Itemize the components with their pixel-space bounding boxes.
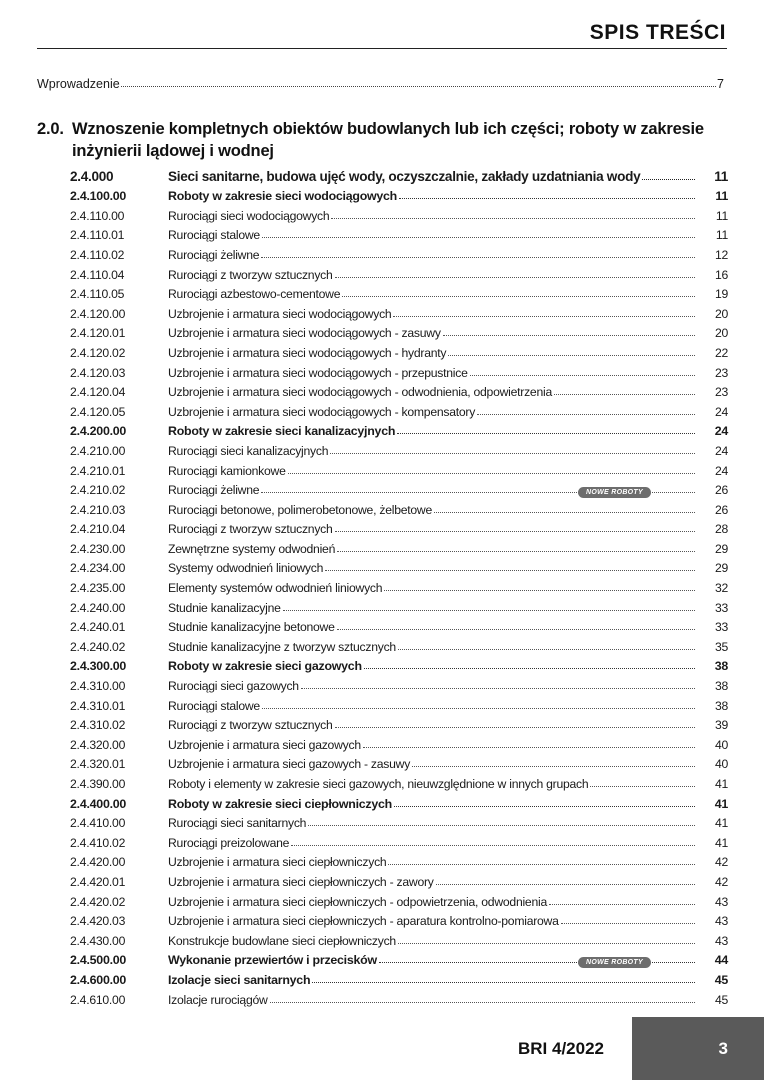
toc-entry-title-wrap — [168, 464, 698, 478]
toc-entry[interactable] — [70, 556, 728, 576]
toc-entry-title: Uzbrojenie i armatura sieci wodociągowych - odwodnienia, odpowietrzenia — [168, 385, 552, 400]
toc-entry-title: Rurociągi azbestowo-cementowe — [168, 287, 341, 302]
toc-entry-title-wrap — [168, 816, 698, 830]
toc-entry[interactable] — [70, 262, 728, 282]
toc-entry-title: Sieci sanitarne, budowa ujęć wody, oczyszczalnie, zakłady uzdatniania wody — [168, 168, 641, 184]
toc-entry-title: Uzbrojenie i armatura sieci gazowych - zasuwy — [168, 757, 411, 772]
leader-dots — [121, 86, 716, 87]
toc-entry-code: 2.4.210.01 — [70, 463, 126, 478]
toc-entry-title-wrap — [168, 405, 698, 419]
leader-dots — [384, 590, 695, 591]
toc-entry-title-wrap — [168, 777, 698, 791]
toc-entry-page: 39 — [714, 718, 728, 733]
leader-dots — [312, 982, 695, 983]
toc-entry[interactable] — [70, 497, 728, 517]
toc-entry-title-wrap — [168, 875, 698, 889]
toc-entry-page: 43 — [714, 914, 728, 929]
toc-entry-title-wrap — [168, 561, 698, 575]
toc-entry[interactable] — [70, 713, 728, 733]
toc-entry-title-wrap — [168, 169, 698, 184]
toc-entry-page: 22 — [714, 345, 728, 360]
leader-dots — [448, 355, 695, 356]
toc-entry-title: Rurociągi sieci sanitarnych — [168, 816, 307, 831]
toc-entry-title: Studnie kanalizacyjne betonowe — [168, 620, 335, 635]
toc-entry-title-wrap — [168, 346, 698, 360]
toc-entry-title-wrap — [168, 248, 698, 262]
toc-entry[interactable] — [70, 438, 728, 458]
section-title: Wznoszenie kompletnych obiektów budowlanych lub ich części; roboty w zakresie inżynierii lądowej i wodnej — [72, 120, 704, 160]
toc-entry-code: 2.4.200.00 — [70, 424, 127, 439]
new-works-badge: NOWE ROBOTY — [578, 957, 651, 968]
leader-dots — [590, 786, 695, 787]
toc-entry-page: 11 — [715, 189, 728, 204]
toc-entry[interactable] — [70, 282, 728, 302]
toc-entry-code: 2.4.110.00 — [70, 208, 125, 223]
toc-entry-page: 41 — [714, 796, 728, 811]
toc-entry[interactable] — [70, 732, 728, 752]
leader-dots — [262, 237, 695, 238]
toc-entry-title: Wykonanie przewiertów i przecisków — [168, 953, 377, 968]
toc-entry-page: 33 — [714, 600, 728, 615]
toc-entry-code: 2.4.320.00 — [70, 737, 126, 752]
toc-entry-page: 11 — [714, 168, 728, 184]
toc-entry[interactable] — [70, 634, 728, 654]
toc-entry-page: 41 — [714, 777, 728, 791]
toc-entry[interactable] — [70, 869, 728, 889]
toc-entry-title-wrap — [168, 855, 698, 869]
toc-entry-code: 2.4.120.02 — [70, 345, 126, 360]
toc-entry-title-wrap — [168, 287, 698, 301]
toc-entry-title-wrap — [168, 914, 698, 928]
leader-dots — [554, 394, 695, 395]
toc-entry-title-wrap — [168, 424, 698, 438]
toc-entry-page: 43 — [714, 894, 728, 909]
toc-entry-code: 2.4.240.02 — [70, 639, 126, 654]
toc-intro-label: Wprowadzenie — [37, 77, 120, 91]
toc-entry-title: Uzbrojenie i armatura sieci wodociągowych — [168, 306, 392, 321]
toc-entry-page: 42 — [714, 874, 728, 889]
page-title: SPIS TREŚCI — [589, 21, 726, 44]
toc-entry-title: Elementy systemów odwodnień liniowych — [168, 581, 383, 596]
toc-entry-title: Systemy odwodnień liniowych — [168, 561, 324, 576]
toc-entry-title: Studnie kanalizacyjne — [168, 600, 281, 615]
toc-entry-code: 2.4.120.00 — [70, 306, 126, 321]
toc-entry-page: 24 — [714, 463, 728, 478]
toc-entry-title: Rurociągi betonowe, polimerobetonowe, żelbetowe — [168, 502, 432, 517]
toc-entry[interactable] — [70, 673, 728, 693]
toc-entry-page: 26 — [714, 502, 728, 517]
leader-dots — [335, 277, 695, 278]
toc-entry-page: 38 — [714, 679, 728, 694]
leader-dots — [436, 884, 695, 885]
toc-entry[interactable] — [70, 301, 728, 321]
toc-entry-code: 2.4.420.03 — [70, 914, 126, 929]
toc-entry-code: 2.4.500.00 — [70, 953, 127, 968]
toc-entry-code: 2.4.400.00 — [70, 796, 127, 811]
toc-entry-title-wrap — [168, 307, 698, 321]
toc-entry-title: Uzbrojenie i armatura sieci gazowych — [168, 737, 361, 752]
toc-entry-page: 26 — [714, 483, 728, 498]
toc-entry-code: 2.4.240.00 — [70, 600, 126, 615]
leader-dots — [283, 610, 695, 611]
toc-entry-title: Zewnętrzne systemy odwodnień — [168, 541, 336, 556]
new-works-badge: NOWE ROBOTY — [578, 487, 651, 498]
toc-entry[interactable] — [70, 771, 728, 791]
toc-entry-code: 2.4.390.00 — [70, 777, 126, 791]
toc-entry[interactable] — [70, 380, 728, 400]
toc-entry-title-wrap — [168, 444, 698, 458]
toc-entry-title-wrap — [168, 836, 698, 850]
toc-entry-title: Uzbrojenie i armatura sieci wodociągowych - zasuwy — [168, 326, 441, 341]
toc-entry-code: 2.4.300.00 — [70, 659, 127, 674]
toc-entry-page: 41 — [714, 835, 728, 850]
toc-entry-code: 2.4.110.04 — [70, 267, 125, 282]
toc-entry-page: 11 — [715, 228, 728, 243]
toc-entry-title-wrap — [168, 326, 698, 340]
toc-entry-title-wrap — [168, 953, 698, 967]
toc-entry-code: 2.4.230.00 — [70, 541, 126, 556]
toc-entry-title: Rurociągi z tworzyw sztucznych — [168, 522, 333, 537]
toc-entry[interactable] — [70, 595, 728, 615]
toc-entry-title: Rurociągi żeliwne — [168, 247, 260, 262]
toc-entry[interactable] — [70, 419, 728, 439]
publication-label: BRI 4/2022 — [518, 1039, 604, 1058]
leader-dots — [363, 747, 695, 748]
toc-entry[interactable] — [70, 164, 728, 184]
toc-entry[interactable] — [70, 340, 728, 360]
toc-entry[interactable] — [70, 791, 728, 811]
toc-entry-title-wrap — [168, 189, 698, 203]
toc-entry-title: Izolacje rurociągów — [168, 992, 268, 1007]
toc-entry-code: 2.4.420.00 — [70, 855, 126, 870]
toc-entry-title-wrap — [168, 366, 698, 380]
toc-entry-title: Rurociągi stalowe — [168, 228, 260, 243]
toc-entry-title: Rurociągi sieci kanalizacyjnych — [168, 443, 329, 458]
toc-entry-title-wrap — [168, 757, 698, 771]
leader-dots — [397, 433, 695, 434]
toc-entry-title: Studnie kanalizacyjne z tworzyw sztucznych — [168, 639, 396, 654]
toc-entry-code: 2.4.210.03 — [70, 502, 126, 517]
toc-entry-title: Rurociągi preizolowane — [168, 835, 290, 850]
toc-entry-code: 2.4.310.00 — [70, 679, 126, 694]
toc-entry[interactable] — [70, 203, 728, 223]
toc-entry[interactable] — [70, 889, 728, 909]
toc-entry-page: 23 — [714, 385, 728, 400]
toc-entry-code: 2.4.320.01 — [70, 757, 126, 772]
toc-entry-page: 28 — [714, 522, 728, 537]
toc-entry-page: 29 — [714, 541, 728, 556]
toc-entry-code: 2.4.120.05 — [70, 404, 126, 419]
toc-entry[interactable] — [70, 752, 728, 772]
toc-entry-page: 20 — [714, 326, 728, 341]
toc-entry-title-wrap — [168, 581, 698, 595]
toc-entry[interactable] — [70, 517, 728, 537]
toc-entry-page: 45 — [714, 972, 728, 987]
toc-entry-title-wrap — [168, 601, 698, 615]
leader-dots — [288, 473, 695, 474]
toc-entry-code: 2.4.410.00 — [70, 816, 126, 831]
toc-entry-title: Rurociągi sieci gazowych — [168, 679, 299, 694]
section-number: 2.0. — [37, 120, 64, 138]
toc-entry-title-wrap — [168, 797, 698, 811]
toc-entry-page: 45 — [714, 992, 728, 1007]
header-divider — [37, 48, 727, 49]
toc-entry-title: Rurociągi stalowe — [168, 698, 260, 713]
toc-entry-page: 24 — [714, 424, 728, 439]
leader-dots — [270, 1002, 695, 1003]
toc-entry[interactable] — [70, 458, 728, 478]
toc-entry-title: Uzbrojenie i armatura sieci ciepłowniczych - odpowietrzenia, odwodnienia — [168, 894, 547, 909]
toc-entry[interactable] — [70, 184, 728, 204]
toc-entry-page: 40 — [714, 757, 728, 772]
leader-dots — [388, 864, 695, 865]
toc-entry[interactable] — [70, 242, 728, 262]
toc-entry-page: 44 — [714, 953, 728, 968]
toc-entry-code: 2.4.610.00 — [70, 992, 126, 1007]
toc-entry-code: 2.4.210.02 — [70, 483, 126, 498]
toc-entry-title: Rurociągi sieci wodociągowych — [168, 208, 330, 223]
toc-entry-title: Izolacje sieci sanitarnych — [168, 972, 311, 987]
footer-page-box — [632, 1017, 764, 1080]
toc-entry[interactable] — [70, 321, 728, 341]
toc-entry-title: Roboty i elementy w zakresie sieci gazowych, nieuwzględnione w innych grupach — [168, 777, 589, 791]
leader-dots — [398, 649, 695, 650]
leader-dots — [393, 316, 695, 317]
toc-entry[interactable] — [70, 948, 728, 968]
toc-entry-page: 43 — [714, 933, 728, 948]
leader-dots — [335, 531, 695, 532]
toc-entry-page: 29 — [714, 561, 728, 576]
toc-entry[interactable] — [70, 478, 728, 498]
toc-entry[interactable] — [70, 360, 728, 380]
toc-entry-title-wrap — [168, 228, 698, 242]
toc-entry-code: 2.4.100.00 — [70, 189, 127, 204]
toc-entry-page: 24 — [714, 443, 728, 458]
toc-entry[interactable] — [70, 967, 728, 987]
toc-entry-page: 16 — [714, 267, 728, 282]
toc-entry-code: 2.4.120.03 — [70, 365, 126, 380]
toc-entry-code: 2.4.310.01 — [70, 698, 126, 713]
toc-entry-code: 2.4.234.00 — [70, 561, 126, 576]
leader-dots — [308, 825, 695, 826]
toc-entry-code: 2.4.110.05 — [70, 287, 125, 302]
leader-dots — [364, 668, 695, 669]
toc-intro-page: 7 — [717, 77, 724, 91]
leader-dots — [434, 512, 695, 513]
toc-entry-title-wrap — [168, 934, 698, 948]
toc-entry-title-wrap — [168, 542, 698, 556]
toc-entry-code: 2.4.240.01 — [70, 620, 126, 635]
leader-dots — [337, 551, 695, 552]
toc-entry-page: 20 — [714, 306, 728, 321]
toc-entry-title: Uzbrojenie i armatura sieci wodociągowych - przepustnice — [168, 365, 468, 380]
leader-dots — [342, 296, 695, 297]
toc-entry-title-wrap — [168, 993, 698, 1007]
toc-entry-title-wrap — [168, 973, 698, 987]
toc-entry[interactable] — [70, 850, 728, 870]
leader-dots — [443, 335, 695, 336]
toc-entry-code: 2.4.000 — [70, 168, 114, 184]
toc-entry-title-wrap — [168, 895, 698, 909]
toc-entry-title: Uzbrojenie i armatura sieci ciepłowniczych - aparatura kontrolno-pomiarowa — [168, 914, 559, 929]
leader-dots — [477, 414, 695, 415]
toc-entry[interactable] — [70, 830, 728, 850]
toc-entry[interactable] — [70, 928, 728, 948]
toc-intro-entry[interactable] — [37, 73, 724, 91]
toc-entry[interactable] — [70, 693, 728, 713]
leader-dots — [330, 453, 695, 454]
toc-entry[interactable] — [70, 615, 728, 635]
toc-entry-page: 35 — [714, 639, 728, 654]
leader-dots — [335, 727, 695, 728]
toc-entry[interactable] — [70, 575, 728, 595]
leader-dots — [291, 845, 695, 846]
toc-entry-code: 2.4.110.02 — [70, 247, 125, 262]
toc-entry-page: 33 — [714, 620, 728, 635]
toc-entry-title-wrap — [168, 503, 698, 517]
toc-entry[interactable] — [70, 223, 728, 243]
leader-dots — [337, 629, 695, 630]
toc-entry[interactable] — [70, 811, 728, 831]
leader-dots — [301, 688, 695, 689]
toc-entry[interactable] — [70, 909, 728, 929]
toc-entry-page: 38 — [714, 659, 728, 674]
toc-entry-page: 32 — [714, 581, 728, 596]
toc-entry-title: Uzbrojenie i armatura sieci wodociągowych - kompensatory — [168, 404, 476, 419]
leader-dots — [325, 570, 695, 571]
toc-entry[interactable] — [70, 987, 728, 1007]
toc-entry-title: Roboty w zakresie sieci kanalizacyjnych — [168, 424, 396, 439]
leader-dots — [261, 257, 695, 258]
toc-entry-code: 2.4.120.01 — [70, 326, 126, 341]
toc-entry-title: Uzbrojenie i armatura sieci ciepłowniczych — [168, 855, 387, 870]
toc-entry-title: Rurociągi żeliwne — [168, 483, 260, 498]
toc-entry-code: 2.4.110.01 — [70, 228, 125, 243]
toc-entry-title: Roboty w zakresie sieci wodociągowych — [168, 189, 397, 204]
toc-entry-page: 38 — [714, 698, 728, 713]
toc-entry-title: Konstrukcje budowlane sieci ciepłowniczych — [168, 933, 396, 948]
toc-entry-page: 42 — [714, 855, 728, 870]
toc-entry-code: 2.4.310.02 — [70, 718, 126, 733]
toc-entry-title-wrap — [168, 209, 698, 223]
toc-entry-page: 23 — [714, 365, 728, 380]
toc-entry-title: Rurociągi z tworzyw sztucznych — [168, 267, 333, 282]
toc-entry-page: 12 — [714, 247, 728, 262]
toc-list — [70, 164, 728, 1007]
toc-entry-title-wrap — [168, 483, 698, 497]
toc-entry-title: Roboty w zakresie sieci gazowych — [168, 659, 362, 674]
toc-entry-title-wrap — [168, 738, 698, 752]
toc-entry-title: Roboty w zakresie sieci ciepłowniczych — [168, 796, 392, 811]
page-number: 3 — [718, 1039, 728, 1058]
toc-entry-title-wrap — [168, 640, 698, 654]
toc-entry-code: 2.4.430.00 — [70, 933, 126, 948]
toc-entry-title: Uzbrojenie i armatura sieci wodociągowych - hydranty — [168, 345, 447, 360]
toc-entry[interactable] — [70, 399, 728, 419]
toc-entry-code: 2.4.235.00 — [70, 581, 126, 596]
leader-dots — [561, 923, 695, 924]
leader-dots — [399, 198, 695, 199]
leader-dots — [262, 708, 695, 709]
toc-entry[interactable] — [70, 654, 728, 674]
toc-entry-code: 2.4.210.00 — [70, 443, 126, 458]
leader-dots — [642, 179, 695, 180]
leader-dots — [412, 766, 695, 767]
leader-dots — [398, 943, 695, 944]
toc-entry-code: 2.4.420.01 — [70, 874, 126, 889]
toc-entry-title: Rurociągi z tworzyw sztucznych — [168, 718, 333, 733]
toc-entry-title-wrap — [168, 385, 698, 399]
toc-entry-page: 24 — [714, 404, 728, 419]
toc-entry-page: 40 — [714, 737, 728, 752]
toc-entry-title-wrap — [168, 268, 698, 282]
toc-entry-title-wrap — [168, 522, 698, 536]
toc-entry-title-wrap — [168, 679, 698, 693]
leader-dots — [549, 904, 695, 905]
leader-dots — [394, 806, 695, 807]
toc-entry-page: 19 — [714, 287, 728, 302]
leader-dots — [331, 218, 695, 219]
toc-entry-title-wrap — [168, 659, 698, 673]
toc-entry-title-wrap — [168, 620, 698, 634]
toc-entry-title-wrap — [168, 699, 698, 713]
toc-entry-page: 11 — [715, 208, 728, 223]
toc-entry-code: 2.4.410.02 — [70, 835, 126, 850]
toc-entry-title: Uzbrojenie i armatura sieci ciepłowniczych - zawory — [168, 874, 434, 889]
toc-entry-code: 2.4.420.02 — [70, 894, 126, 909]
toc-entry-code: 2.4.210.04 — [70, 522, 126, 537]
toc-entry-title-wrap — [168, 718, 698, 732]
toc-entry-title: Rurociągi kamionkowe — [168, 463, 286, 478]
toc-entry-page: 41 — [714, 816, 728, 831]
leader-dots — [470, 375, 695, 376]
toc-entry[interactable] — [70, 536, 728, 556]
toc-entry-code: 2.4.120.04 — [70, 385, 126, 400]
toc-entry-code: 2.4.600.00 — [70, 972, 127, 987]
